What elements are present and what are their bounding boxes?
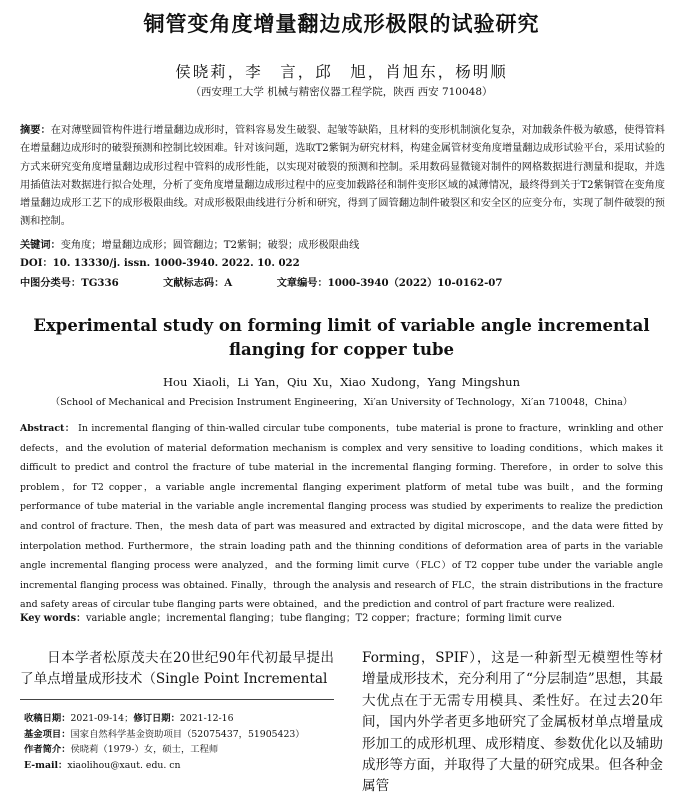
article-no-value: 1000-3940（2022）10-0162-07 (327, 277, 503, 289)
cn-classification-line (20, 274, 665, 289)
body-left-column: 日本学者松原茂夫在20世纪90年代初最早提出了单点增量成形技术（Single Point Incremental (20, 650, 334, 687)
footnote-dates (24, 711, 334, 727)
author-bio-label: 作者简介： (24, 744, 71, 756)
footnote-email (24, 758, 334, 774)
email-label: E-mail： (24, 759, 68, 771)
received-label: 收稿日期： (24, 713, 71, 724)
en-keywords-text: variable angle；incremental flanging；tube flanging；T2 copper；fracture；forming limit curve (85, 613, 562, 624)
revised-value: 2021-12-16 (179, 713, 234, 724)
cn-keywords (20, 236, 359, 251)
footnote-fund (24, 727, 334, 743)
footnote-divider (20, 699, 334, 700)
en-title: Experimental study on forming limit of variable angle incremental flanging for copper tube (33, 316, 650, 359)
en-authors: Hou Xiaoli，Li Yan，Qiu Xu，Xiao Xudong，Yang Mingshun (163, 375, 520, 389)
en-abstract-label: Abstract： (20, 423, 75, 434)
email-value: xiaolihou@xaut. edu. cn (67, 759, 181, 771)
fund-label: 基金项目： (24, 728, 71, 740)
article-no-label: 文章编号： (276, 277, 328, 289)
cn-keywords-text: 变角度；增量翻边成形；圆管翻边；T2紫铜；破裂；成形极限曲线 (60, 240, 360, 251)
footnote-author (24, 742, 334, 758)
cn-abstract (20, 121, 665, 232)
cn-title: 铜管变角度增量翻边成形极限的试验研究 (143, 12, 540, 36)
fund-value: 国家自然科学基金资助项目（52075437，51905423） (70, 728, 305, 740)
cn-affiliation: （西安理工大学 机械与精密仪器工程学院，陕西 西安 710048） (190, 86, 493, 98)
en-affiliation: （School of Mechanical and Precision Instrument Engineering，Xi′an University of Technology，Xi′an 710048，China） (50, 397, 633, 408)
en-keywords-label: Key words： (20, 613, 86, 624)
doc-code-label: 文献标志码： (163, 277, 225, 289)
cn-authors: 侯晓莉，李 言，邱 旭，肖旭东，杨明顺 (175, 63, 508, 81)
footnotes (24, 711, 334, 773)
doc-code-value: A (224, 277, 233, 289)
revised-label: 修订日期： (133, 713, 180, 724)
cn-abstract-label: 摘要： (20, 124, 51, 136)
en-keywords (20, 610, 663, 624)
body-right-column: Forming，SPIF），这是一种新型无模塑性等材增量成形技术，充分利用了“分层制造”思想，其最大优点在于无需专用模具、柔性好。在过去20年间，国内外学者更多地研究了金属板材单点增量成形加工的成形机理、成形精度、参数优化以及辅助成形等方面，并取得了大量的研究成果。但各种金属管 (362, 650, 663, 795)
en-abstract (20, 419, 663, 615)
cn-doi: DOI：10. 13330/j. issn. 1000-3940. 2022. 10. 022 (20, 257, 300, 269)
received-value: 2021-09-14； (70, 713, 134, 724)
cn-abstract-text: 在对薄壁圆管构件进行增量翻边成形时，管料容易发生破裂、起皱等缺陷，且材料的变形机制演化复杂，对加载条件极为敏感，使得管料在增量翻边成形时的破裂预测和控制比较困难。针对该问题，选取T2紫铜为研究材料，构建金属管材变角度增量翻边成形试验平台，采用试验的方式来研究变角度增量翻边成形过程中管料的成形性能，以实现对破裂的预测和控制。采用数码显微镜对制件的网格数据进行测量和提取，并选用插值法对数据进行拟合处理，分析了变角度增量翻边成形过程中的应变加载路径和制件变形区域的减薄情况，最终得到关于T2紫铜管在变角度增量翻边成形工艺下的成形极限曲线。对成形极限曲线进行分析和研究，得到了圆管翻边制件破裂区和安全区的应变分布，实现了制件破裂的预测和控制。 (20, 125, 665, 228)
author-bio-value: 侯晓莉（1979-）女，硕士，工程师 (70, 744, 219, 756)
en-abstract-text: In incremental flanging of thin-walled circular tube components，tube material is prone to fracture，wrinkling and other defects，and the evolution of material deformation mechanism is complex and very sensitive to loading conditions，which makes it difficult to predict and control the fracture of tube material in the incremental flanging forming. Therefore，in order to solve this problem，for T2 copper，a variable angle incremental flanging experiment platform of metal tube was built，and the forming performance of tube material in the variable angle incremental flanging process was studied by experiments to realize the prediction and control of fracture. Then，the mesh data of part was measured and extracted by digital microscope，and the data were fitted by interpolation method. Furthermore，the strain loading path and the thinning conditions of deformation area of parts in the variable angle incremental flanging process were analyzed，and the forming limit curve（FLC）of T2 copper tube under the variable angle incremental flanging process was obtained. Finally，through the analysis and research of FLC，the strain distributions in the fracture and safety areas of circular tube flanging parts were obtained，and the prediction and control of part fracture were realized. (20, 423, 663, 611)
cn-keywords-label: 关键词： (20, 239, 61, 251)
clc-value: TG336 (81, 277, 119, 289)
clc-label: 中图分类号： (20, 277, 82, 289)
